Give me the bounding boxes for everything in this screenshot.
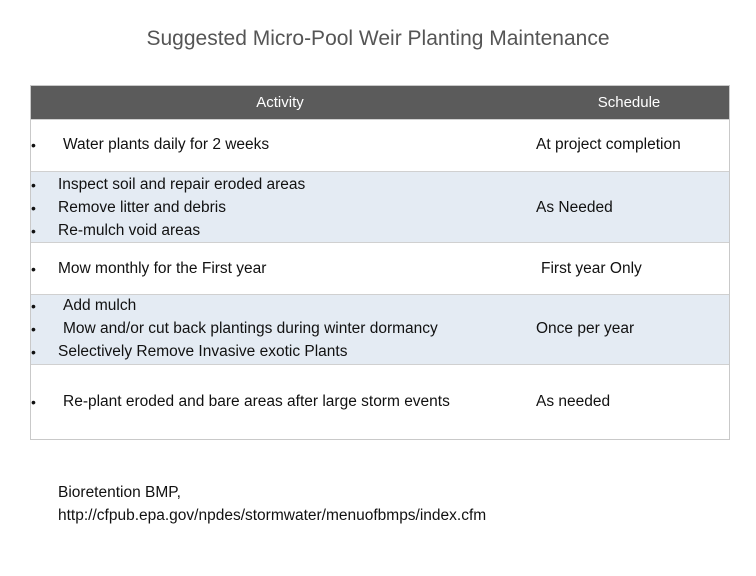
activity-text: Water plants daily for 2 weeks xyxy=(63,136,270,153)
schedule-text: As needed xyxy=(536,393,611,410)
bullet-icon: • xyxy=(31,261,36,277)
table-row xyxy=(31,242,729,294)
source-title: Bioretention BMP, xyxy=(58,484,181,501)
header-schedule: Schedule xyxy=(597,94,661,111)
table-row xyxy=(31,119,729,171)
activity-text: Inspect soil and repair eroded areas xyxy=(58,176,306,193)
source-url: http://cfpub.epa.gov/npdes/stormwater/menuofbmps/index.cfm xyxy=(58,507,487,524)
table-row xyxy=(31,294,729,364)
bullet-icon: • xyxy=(31,344,36,360)
activity-text: Remove litter and debris xyxy=(58,199,226,216)
header-activity: Activity xyxy=(256,94,304,111)
schedule-text: At project completion xyxy=(536,136,681,153)
maintenance-table xyxy=(30,85,730,440)
activity-text: Re-plant eroded and bare areas after large storm events xyxy=(63,393,450,410)
schedule-text: First year Only xyxy=(541,260,642,277)
bullet-icon: • xyxy=(31,200,36,216)
bullet-icon: • xyxy=(31,321,36,337)
bullet-icon: • xyxy=(31,177,36,193)
bullet-icon: • xyxy=(31,394,36,410)
source-citation xyxy=(58,481,486,527)
activity-text: Mow and/or cut back plantings during winter dormancy xyxy=(63,320,438,337)
bullet-icon: • xyxy=(31,223,36,239)
activity-text: Add mulch xyxy=(63,297,137,314)
page-title: Suggested Micro-Pool Weir Planting Maintenance xyxy=(146,27,610,50)
schedule-text: As Needed xyxy=(536,199,613,216)
bullet-icon: • xyxy=(31,298,36,314)
bullet-icon: • xyxy=(31,137,36,153)
table-row xyxy=(31,364,729,439)
table-row xyxy=(31,171,729,242)
table-header xyxy=(31,86,729,119)
activity-text: Selectively Remove Invasive exotic Plants xyxy=(58,343,348,360)
activity-text: Mow monthly for the First year xyxy=(58,260,267,277)
schedule-text: Once per year xyxy=(536,320,635,337)
activity-text: Re-mulch void areas xyxy=(58,222,201,239)
